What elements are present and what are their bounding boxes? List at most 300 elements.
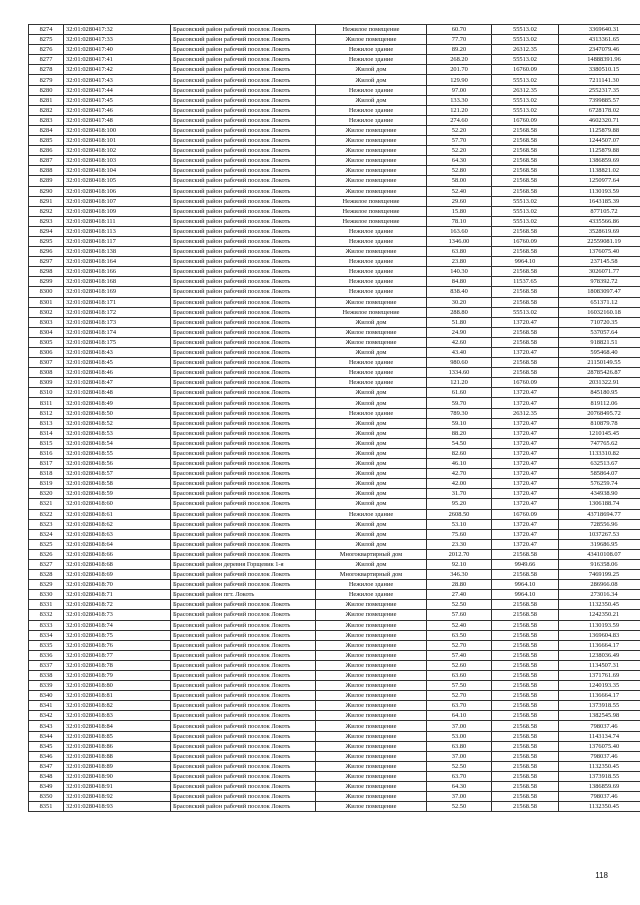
- address-cell: Брасовский район рабочий поселок Локоть: [171, 176, 316, 186]
- unit-value-cell: 13720.47: [492, 459, 559, 469]
- row-number-cell: 8294: [29, 226, 64, 236]
- area-cell: 42.00: [427, 479, 492, 489]
- unit-value-cell: 21568.58: [492, 650, 559, 660]
- object-type-cell: Жилое помещение: [316, 620, 427, 630]
- area-cell: 37.00: [427, 751, 492, 761]
- unit-value-cell: 21568.58: [492, 792, 559, 802]
- unit-value-cell: 21568.58: [492, 267, 559, 277]
- address-cell: Брасовский район рабочий поселок Локоть: [171, 267, 316, 277]
- cadastral-value-cell: 43718694.77: [559, 509, 640, 519]
- table-row: [29, 570, 640, 580]
- area-cell: 58.00: [427, 176, 492, 186]
- address-cell: Брасовский район рабочий поселок Локоть: [171, 358, 316, 368]
- address-cell: Брасовский район рабочий поселок Локоть: [171, 691, 316, 701]
- address-cell: Брасовский район рабочий поселок Локоть: [171, 802, 316, 812]
- address-cell: Брасовский район рабочий поселок Локоть: [171, 247, 316, 257]
- table-row: [29, 640, 640, 650]
- unit-value-cell: 13720.47: [492, 539, 559, 549]
- object-type-cell: Жилое помещение: [316, 650, 427, 660]
- cadastral-value-cell: 1306188.74: [559, 499, 640, 509]
- address-cell: Брасовский район рабочий поселок Локоть: [171, 529, 316, 539]
- cadastral-number-cell: 32:01:0280418:90: [64, 771, 171, 781]
- row-number-cell: 8337: [29, 660, 64, 670]
- object-type-cell: Нежилое здание: [316, 105, 427, 115]
- area-cell: 61.60: [427, 388, 492, 398]
- cadastral-number-cell: 32:01:0280417:44: [64, 85, 171, 95]
- page-number: 118: [595, 871, 608, 880]
- table-row: [29, 35, 640, 45]
- row-number-cell: 8326: [29, 549, 64, 559]
- cadastral-value-cell: 3026071.77: [559, 267, 640, 277]
- address-cell: Брасовский район рабочий поселок Локоть: [171, 630, 316, 640]
- unit-value-cell: 13720.47: [492, 388, 559, 398]
- cadastral-value-cell: 1643185.39: [559, 196, 640, 206]
- table-row: [29, 459, 640, 469]
- row-number-cell: 8281: [29, 95, 64, 105]
- unit-value-cell: 21568.58: [492, 782, 559, 792]
- area-cell: 163.60: [427, 226, 492, 236]
- table-row: [29, 408, 640, 418]
- area-cell: 92.10: [427, 559, 492, 569]
- cadastral-value-cell: 273016.34: [559, 590, 640, 600]
- object-type-cell: Жилое помещение: [316, 327, 427, 337]
- cadastral-number-cell: 32:01:0280418:138: [64, 247, 171, 257]
- area-cell: 52.70: [427, 640, 492, 650]
- table-row: [29, 358, 640, 368]
- cadastral-number-cell: 32:01:0280418:70: [64, 580, 171, 590]
- row-number-cell: 8313: [29, 418, 64, 428]
- cadastral-value-cell: 7399885.57: [559, 95, 640, 105]
- row-number-cell: 8307: [29, 358, 64, 368]
- table-row: [29, 156, 640, 166]
- table-row: [29, 378, 640, 388]
- area-cell: 46.10: [427, 459, 492, 469]
- area-cell: 75.60: [427, 529, 492, 539]
- unit-value-cell: 13720.47: [492, 479, 559, 489]
- area-cell: 140.30: [427, 267, 492, 277]
- table-row: [29, 146, 640, 156]
- cadastral-number-cell: 32:01:0280418:173: [64, 317, 171, 327]
- cadastral-value-cell: 845180.95: [559, 388, 640, 398]
- area-cell: 201.70: [427, 65, 492, 75]
- row-number-cell: 8304: [29, 327, 64, 337]
- cadastral-value-cell: 1130193.59: [559, 186, 640, 196]
- row-number-cell: 8310: [29, 388, 64, 398]
- address-cell: Брасовский район рабочий поселок Локоть: [171, 448, 316, 458]
- row-number-cell: 8319: [29, 479, 64, 489]
- cadastral-value-cell: 20768495.72: [559, 408, 640, 418]
- area-cell: 59.70: [427, 398, 492, 408]
- cadastral-number-cell: 32:01:0280418:111: [64, 216, 171, 226]
- cadastral-number-cell: 32:01:0280418:72: [64, 600, 171, 610]
- cadastral-value-cell: 1369604.83: [559, 630, 640, 640]
- address-cell: Брасовский район рабочий поселок Локоть: [171, 459, 316, 469]
- table-row: [29, 721, 640, 731]
- cadastral-number-cell: 32:01:0280418:78: [64, 660, 171, 670]
- table-row: [29, 247, 640, 257]
- unit-value-cell: 21568.58: [492, 691, 559, 701]
- cadastral-value-cell: 1386859.69: [559, 782, 640, 792]
- row-number-cell: 8293: [29, 216, 64, 226]
- object-type-cell: Жилое помещение: [316, 711, 427, 721]
- table-row: [29, 650, 640, 660]
- cadastral-value-cell: 28785426.87: [559, 368, 640, 378]
- row-number-cell: 8348: [29, 771, 64, 781]
- address-cell: Брасовский район рабочий поселок Локоть: [171, 65, 316, 75]
- area-cell: 64.10: [427, 711, 492, 721]
- area-cell: 78.10: [427, 216, 492, 226]
- cadastral-number-cell: 32:01:0280417:43: [64, 75, 171, 85]
- object-type-cell: Многоквартирный дом: [316, 549, 427, 559]
- cadastral-number-cell: 32:01:0280418:46: [64, 368, 171, 378]
- row-number-cell: 8303: [29, 317, 64, 327]
- unit-value-cell: 16760.09: [492, 65, 559, 75]
- cadastral-number-cell: 32:01:0280418:93: [64, 802, 171, 812]
- object-type-cell: Жилое помещение: [316, 782, 427, 792]
- table-row: [29, 610, 640, 620]
- object-type-cell: Жилое помещение: [316, 802, 427, 812]
- object-type-cell: Жилое помещение: [316, 681, 427, 691]
- area-cell: 63.80: [427, 741, 492, 751]
- cadastral-value-cell: 1371761.69: [559, 671, 640, 681]
- cadastral-number-cell: 32:01:0280418:77: [64, 650, 171, 660]
- unit-value-cell: 13720.47: [492, 398, 559, 408]
- row-number-cell: 8323: [29, 519, 64, 529]
- object-type-cell: Жилое помещение: [316, 701, 427, 711]
- cadastral-value-cell: 1134507.31: [559, 660, 640, 670]
- cadastral-value-cell: 1138821.02: [559, 166, 640, 176]
- table-row: [29, 600, 640, 610]
- object-type-cell: Нежилое здание: [316, 267, 427, 277]
- row-number-cell: 8338: [29, 671, 64, 681]
- object-type-cell: Нежилое здание: [316, 226, 427, 236]
- unit-value-cell: 21568.58: [492, 186, 559, 196]
- table-row: [29, 448, 640, 458]
- area-cell: 57.70: [427, 136, 492, 146]
- cadastral-value-cell: 576259.74: [559, 479, 640, 489]
- object-type-cell: Нежилое здание: [316, 257, 427, 267]
- area-cell: 133.30: [427, 95, 492, 105]
- object-type-cell: Жилой дом: [316, 348, 427, 358]
- unit-value-cell: 9949.66: [492, 559, 559, 569]
- address-cell: Брасовский район рабочий поселок Локоть: [171, 539, 316, 549]
- row-number-cell: 8329: [29, 580, 64, 590]
- cadastral-number-cell: 32:01:0280418:76: [64, 640, 171, 650]
- table-row: [29, 398, 640, 408]
- cadastral-number-cell: 32:01:0280418:74: [64, 620, 171, 630]
- cadastral-value-cell: 632513.67: [559, 459, 640, 469]
- address-cell: Брасовский район рабочий поселок Локоть: [171, 327, 316, 337]
- cadastral-number-cell: 32:01:0280418:60: [64, 499, 171, 509]
- table-row: [29, 580, 640, 590]
- cadastral-number-cell: 32:01:0280418:169: [64, 287, 171, 297]
- unit-value-cell: 21568.58: [492, 176, 559, 186]
- row-number-cell: 8340: [29, 691, 64, 701]
- unit-value-cell: 21568.58: [492, 681, 559, 691]
- table-row: [29, 297, 640, 307]
- area-cell: 346.30: [427, 570, 492, 580]
- row-number-cell: 8299: [29, 277, 64, 287]
- table-row: [29, 741, 640, 751]
- address-cell: Брасовский район рабочий поселок Локоть: [171, 549, 316, 559]
- cadastral-number-cell: 32:01:0280418:91: [64, 782, 171, 792]
- row-number-cell: 8308: [29, 368, 64, 378]
- cadastral-value-cell: 7211141.30: [559, 75, 640, 85]
- cadastral-number-cell: 32:01:0280417:48: [64, 115, 171, 125]
- object-type-cell: Жилой дом: [316, 398, 427, 408]
- cadastral-value-cell: 1382545.98: [559, 711, 640, 721]
- row-number-cell: 8278: [29, 65, 64, 75]
- cadastral-number-cell: 32:01:0280417:41: [64, 55, 171, 65]
- row-number-cell: 8280: [29, 85, 64, 95]
- cadastral-value-cell: 1037267.53: [559, 529, 640, 539]
- cadastral-number-cell: 32:01:0280418:71: [64, 590, 171, 600]
- address-cell: Брасовский район рабочий поселок Локоть: [171, 731, 316, 741]
- object-type-cell: Нежилое здание: [316, 509, 427, 519]
- unit-value-cell: 21568.58: [492, 247, 559, 257]
- unit-value-cell: 21568.58: [492, 701, 559, 711]
- row-number-cell: 8306: [29, 348, 64, 358]
- object-type-cell: Нежилое помещение: [316, 216, 427, 226]
- address-cell: Брасовский район рабочий поселок Локоть: [171, 489, 316, 499]
- address-cell: Брасовский район деревня Горщевик 1-я: [171, 559, 316, 569]
- area-cell: 54.50: [427, 438, 492, 448]
- cadastral-number-cell: 32:01:0280418:80: [64, 681, 171, 691]
- object-type-cell: Жилой дом: [316, 448, 427, 458]
- row-number-cell: 8282: [29, 105, 64, 115]
- unit-value-cell: 21568.58: [492, 570, 559, 580]
- address-cell: Брасовский район рабочий поселок Локоть: [171, 257, 316, 267]
- cadastral-value-cell: 237145.58: [559, 257, 640, 267]
- address-cell: Брасовский район рабочий поселок Локоть: [171, 519, 316, 529]
- area-cell: 64.30: [427, 156, 492, 166]
- cadastral-value-cell: 585864.07: [559, 469, 640, 479]
- unit-value-cell: 13720.47: [492, 519, 559, 529]
- cadastral-number-cell: 32:01:0280418:171: [64, 297, 171, 307]
- cadastral-number-cell: 32:01:0280418:43: [64, 348, 171, 358]
- cadastral-value-cell: 918821.51: [559, 337, 640, 347]
- area-cell: 1346.00: [427, 236, 492, 246]
- row-number-cell: 8322: [29, 509, 64, 519]
- address-cell: Брасовский район рабочий поселок Локоть: [171, 166, 316, 176]
- table-row: [29, 75, 640, 85]
- row-number-cell: 8289: [29, 176, 64, 186]
- address-cell: Брасовский район рабочий поселок Локоть: [171, 499, 316, 509]
- table-row: [29, 25, 640, 35]
- table-row: [29, 317, 640, 327]
- cadastral-number-cell: 32:01:0280418:82: [64, 701, 171, 711]
- unit-value-cell: 21568.58: [492, 125, 559, 135]
- property-table: [28, 24, 640, 812]
- cadastral-value-cell: 434938.90: [559, 489, 640, 499]
- cadastral-value-cell: 1238036.49: [559, 650, 640, 660]
- cadastral-value-cell: 3528619.69: [559, 226, 640, 236]
- row-number-cell: 8300: [29, 287, 64, 297]
- cadastral-number-cell: 32:01:0280418:49: [64, 398, 171, 408]
- address-cell: Брасовский район рабочий поселок Локоть: [171, 408, 316, 418]
- area-cell: 121.20: [427, 378, 492, 388]
- area-cell: 52.80: [427, 166, 492, 176]
- object-type-cell: Жилой дом: [316, 459, 427, 469]
- cadastral-number-cell: 32:01:0280417:42: [64, 65, 171, 75]
- address-cell: Брасовский район рабочий поселок Локоть: [171, 85, 316, 95]
- unit-value-cell: 21568.58: [492, 136, 559, 146]
- table-row: [29, 267, 640, 277]
- unit-value-cell: 16760.09: [492, 115, 559, 125]
- table-row: [29, 85, 640, 95]
- area-cell: 52.20: [427, 125, 492, 135]
- area-cell: 288.80: [427, 307, 492, 317]
- object-type-cell: Жилое помещение: [316, 721, 427, 731]
- cadastral-value-cell: 1240193.35: [559, 681, 640, 691]
- table-row: [29, 701, 640, 711]
- area-cell: 53.00: [427, 731, 492, 741]
- address-cell: Брасовский район рабочий поселок Локоть: [171, 216, 316, 226]
- area-cell: 838.40: [427, 287, 492, 297]
- cadastral-value-cell: 1143134.74: [559, 731, 640, 741]
- area-cell: 77.70: [427, 35, 492, 45]
- address-cell: Брасовский район рабочий поселок Локоть: [171, 570, 316, 580]
- object-type-cell: Жилой дом: [316, 317, 427, 327]
- table-row: [29, 176, 640, 186]
- address-cell: Брасовский район рабочий поселок Локоть: [171, 277, 316, 287]
- address-cell: Брасовский район рабочий поселок Локоть: [171, 388, 316, 398]
- address-cell: Брасовский район рабочий поселок Локоть: [171, 660, 316, 670]
- cadastral-value-cell: 798037.46: [559, 751, 640, 761]
- area-cell: 42.70: [427, 469, 492, 479]
- cadastral-value-cell: 1242350.21: [559, 610, 640, 620]
- row-number-cell: 8320: [29, 489, 64, 499]
- object-type-cell: Нежилое здание: [316, 358, 427, 368]
- cadastral-number-cell: 32:01:0280418:105: [64, 176, 171, 186]
- area-cell: 95.20: [427, 499, 492, 509]
- cadastral-value-cell: 747765.62: [559, 438, 640, 448]
- area-cell: 52.40: [427, 186, 492, 196]
- row-number-cell: 8317: [29, 459, 64, 469]
- object-type-cell: Жилой дом: [316, 489, 427, 499]
- cadastral-number-cell: 32:01:0280418:73: [64, 610, 171, 620]
- area-cell: 274.60: [427, 115, 492, 125]
- cadastral-value-cell: 1373918.55: [559, 771, 640, 781]
- object-type-cell: Жилой дом: [316, 428, 427, 438]
- unit-value-cell: 21568.58: [492, 630, 559, 640]
- area-cell: 60.70: [427, 25, 492, 35]
- cadastral-number-cell: 32:01:0280418:48: [64, 388, 171, 398]
- cadastral-number-cell: 32:01:0280418:56: [64, 459, 171, 469]
- area-cell: 63.70: [427, 771, 492, 781]
- object-type-cell: Жилой дом: [316, 75, 427, 85]
- table-row: [29, 761, 640, 771]
- unit-value-cell: 13720.47: [492, 469, 559, 479]
- object-type-cell: Жилой дом: [316, 539, 427, 549]
- unit-value-cell: 21568.58: [492, 721, 559, 731]
- address-cell: Брасовский район рабочий поселок Локоть: [171, 509, 316, 519]
- area-cell: 63.70: [427, 701, 492, 711]
- unit-value-cell: 21568.58: [492, 156, 559, 166]
- cadastral-value-cell: 1136664.17: [559, 640, 640, 650]
- unit-value-cell: 13720.47: [492, 448, 559, 458]
- cadastral-value-cell: 798037.46: [559, 721, 640, 731]
- object-type-cell: Жилой дом: [316, 65, 427, 75]
- table-row: [29, 226, 640, 236]
- table-row: [29, 782, 640, 792]
- row-number-cell: 8351: [29, 802, 64, 812]
- table-row: [29, 55, 640, 65]
- object-type-cell: Жилое помещение: [316, 125, 427, 135]
- cadastral-number-cell: 32:01:0280418:81: [64, 691, 171, 701]
- object-type-cell: Нежилое здание: [316, 287, 427, 297]
- unit-value-cell: 26312.35: [492, 408, 559, 418]
- unit-value-cell: 13720.47: [492, 438, 559, 448]
- address-cell: Брасовский район рабочий поселок Локоть: [171, 771, 316, 781]
- cadastral-number-cell: 32:01:0280418:68: [64, 559, 171, 569]
- table-row: [29, 479, 640, 489]
- unit-value-cell: 26312.35: [492, 85, 559, 95]
- cadastral-number-cell: 32:01:0280418:109: [64, 206, 171, 216]
- unit-value-cell: 21568.58: [492, 751, 559, 761]
- table-row: [29, 509, 640, 519]
- cadastral-number-cell: 32:01:0280418:85: [64, 731, 171, 741]
- unit-value-cell: 13720.47: [492, 418, 559, 428]
- table-row: [29, 792, 640, 802]
- object-type-cell: Нежилое помещение: [316, 25, 427, 35]
- object-type-cell: Жилой дом: [316, 469, 427, 479]
- row-number-cell: 8296: [29, 247, 64, 257]
- table-row: [29, 559, 640, 569]
- object-type-cell: Жилое помещение: [316, 136, 427, 146]
- row-number-cell: 8290: [29, 186, 64, 196]
- object-type-cell: Нежилое здание: [316, 580, 427, 590]
- cadastral-number-cell: 32:01:0280418:172: [64, 307, 171, 317]
- cadastral-value-cell: 1136664.17: [559, 691, 640, 701]
- row-number-cell: 8276: [29, 45, 64, 55]
- cadastral-number-cell: 32:01:0280418:174: [64, 327, 171, 337]
- row-number-cell: 8342: [29, 711, 64, 721]
- cadastral-number-cell: 32:01:0280418:92: [64, 792, 171, 802]
- area-cell: 268.20: [427, 55, 492, 65]
- address-cell: Брасовский район рабочий поселок Локоть: [171, 438, 316, 448]
- cadastral-number-cell: 32:01:0280418:168: [64, 277, 171, 287]
- object-type-cell: Жилое помещение: [316, 176, 427, 186]
- unit-value-cell: 13720.47: [492, 317, 559, 327]
- table-row: [29, 216, 640, 226]
- object-type-cell: Нежилое здание: [316, 55, 427, 65]
- object-type-cell: Нежилое здание: [316, 115, 427, 125]
- table-row: [29, 368, 640, 378]
- cadastral-number-cell: 32:01:0280418:50: [64, 408, 171, 418]
- cadastral-number-cell: 32:01:0280418:117: [64, 236, 171, 246]
- object-type-cell: Жилое помещение: [316, 600, 427, 610]
- table-row: [29, 418, 640, 428]
- cadastral-number-cell: 32:01:0280418:166: [64, 267, 171, 277]
- unit-value-cell: 21568.58: [492, 640, 559, 650]
- table-row: [29, 186, 640, 196]
- address-cell: Брасовский район рабочий поселок Локоть: [171, 75, 316, 85]
- unit-value-cell: 13720.47: [492, 428, 559, 438]
- cadastral-value-cell: 22559081.19: [559, 236, 640, 246]
- area-cell: 52.60: [427, 660, 492, 670]
- area-cell: 1334.60: [427, 368, 492, 378]
- object-type-cell: Жилое помещение: [316, 660, 427, 670]
- address-cell: Брасовский район рабочий поселок Локоть: [171, 428, 316, 438]
- cadastral-number-cell: 32:01:0280418:57: [64, 469, 171, 479]
- cadastral-number-cell: 32:01:0280418:45: [64, 358, 171, 368]
- area-cell: 63.50: [427, 630, 492, 640]
- unit-value-cell: 55513.02: [492, 75, 559, 85]
- object-type-cell: Жилое помещение: [316, 337, 427, 347]
- cadastral-number-cell: 32:01:0280418:75: [64, 630, 171, 640]
- row-number-cell: 8331: [29, 600, 64, 610]
